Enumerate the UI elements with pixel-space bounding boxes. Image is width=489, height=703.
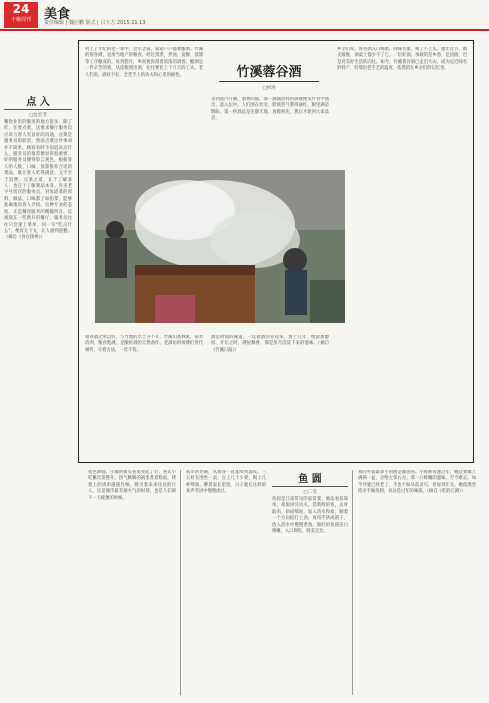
editor-byline: 责任编辑 | 魏启鹏 版式 | 吕大方 2015.11.13 — [44, 20, 146, 26]
feature-title-rule — [219, 81, 319, 82]
feature-col-2 — [211, 97, 329, 167]
feature-title: 竹溪蓉谷酒 — [236, 65, 302, 80]
feature-col-1-text: 村上了年纪的老一辈中，过年之前，家家户户都要酿酒。竹溪的蓉谷酒，是用当地产的粮食，经过蒸煮、拌曲、发酵、蒸馏等工序酿成的。每到腊月，乡间便弥漫着浓浓的酒香。酿酒是一件辛苦的事，从选粮到出酒，往往要花上十几天的工夫。老人们说，酒好不好，全凭手上的功夫和心里的耐性。 — [85, 47, 203, 78]
feature-col-below-1-text: 蓉谷酒之所以好，与当地的水土分不开。竹溪山高林密，泉水清冽，粮食饱满，是酿好酒的天然条件。老酒坊的师傅们世代相传，守着古法，一丝不苟。 — [85, 335, 203, 353]
left-article-title: 点 入 — [4, 93, 72, 110]
lower-mid-column — [186, 470, 266, 695]
feature-col-below-1 — [85, 335, 203, 455]
fish-article-title: 鱼 圆 — [272, 470, 348, 487]
header-rule — [0, 29, 489, 31]
feature-col-2-text: 等到蒸汽升腾，酒香四溢，那一滴滴清亮的酒液便从竹管中流出，落入坛中。人们围在灶旁，脸被热气熏得通红，眼里满是期盼。第一杯酒总是先敬天地，再敬祖先，然后才轮到大家品尝。 — [211, 97, 329, 122]
feature-col-3-text: 乡亲们说，蓉谷酒入口绵柔，回味甘甜，喝了不上头。逢年过节、婚丧嫁娶，酒桌上都少不了它。一坛好酒，承载的是乡愁，是团圆，也是对美好生活的向往。如今，竹溪蓉谷酒已走出大山，成为远近闻名的特产，但那份老手艺的温度，依然留在乡亲们的记忆里。 — [337, 47, 467, 72]
lower-divider-2 — [352, 470, 353, 695]
left-article-body: 餐饮业里的服务的地方很多，除了吃，还要点菜，这要求餐厅服务员应该与客人有良好的沟通，点菜是服务员的职责，然而点菜这件事却并不简单。顾客有时不知道该点什么，服务员的推荐便显得很重要。好的服务员懂得察言观色，根据客人的人数、口味、预算推荐合适的菜品，既让客人吃得满意，又不至于浪费。点菜之道，在于了解客人，也在于了解菜品本身。许多老字号饭店的服务员，对每道菜的原料、做法、口味都了如指掌，能够准确地向客人介绍。这种专业的态度，正是餐饮服务的精髓所在。反观现在一些新开的餐厅，服务员往往只会递上菜单，问一句“吃点什么”，便再无下文，让人感到遗憾。（摘自《食在扬州》） — [4, 120, 72, 241]
lower-right-column — [358, 470, 476, 695]
feature-author: □何进 — [262, 86, 276, 91]
lower-mid-text: 夜市的热闹，从黄昏一直延续到深夜。三五好友围坐一桌，点上几个小菜，喝上几杯啤酒，聊着家长里短，日子就在这样的欢声笑语中慢慢流过。 — [186, 470, 266, 495]
lower-left-text: 夜色降临，小城的街头巷尾亮起了灯，各式小吃摊次第摆开。热气腾腾的锅里煮着粉面，烤架上的肉串滋滋作响，吸引着来来往往的行人。这是城市最有烟火气的时刻，也是人们卸下一天疲惫的时候。 — [88, 470, 176, 501]
page-number-badge — [4, 2, 38, 28]
page-number: 24 — [12, 2, 30, 16]
left-article-author: □沈宏非 — [29, 113, 47, 118]
feature-col-3 — [337, 47, 467, 457]
publication-label: 十堰周刊 — [10, 17, 31, 23]
page-header — [0, 0, 489, 30]
lower-right-text: 我的外婆最拿手的便是做鱼圆。小时候每逢过年，她总要做上满满一盆，分给左邻右舍。那一口鲜嫩的滋味，至今难忘。如今外婆已经老了，手也不如从前灵巧，但每到年关，她依然坚持亲手做鱼圆，说这是过年的味道。（摘自《吃的江湖》） — [358, 470, 476, 495]
steam-cooking-photo — [95, 170, 345, 323]
feature-col-below-2-text: 酒是时间的味道。一坛新酒封存起来，放上几年，便愈加醇厚。开坛之时，满屋飘香，那是岁月沉淀下来的滋味。（摘自《竹溪日报》） — [211, 335, 329, 353]
lower-divider-1 — [180, 470, 181, 695]
fish-article — [272, 470, 348, 695]
fish-article-body: 鱼圆是江南常见的家常菜，做法看似简单，却很讲究功夫。选新鲜的鱼，去骨取肉，剁成细泥，加入清水和盐，顺着一个方向搅打上劲，再用手挤成圆子，放入清水中慢慢煮熟。做好的鱼圆洁白细嫩，入口即化，鲜美无比。 — [272, 497, 348, 535]
feature-photo — [95, 170, 345, 323]
fish-article-author: □二毛 — [303, 490, 317, 495]
feature-col-below-2 — [211, 335, 329, 455]
lower-left-column — [88, 470, 176, 695]
left-article — [4, 93, 72, 693]
section-title: 美食 — [44, 7, 71, 22]
